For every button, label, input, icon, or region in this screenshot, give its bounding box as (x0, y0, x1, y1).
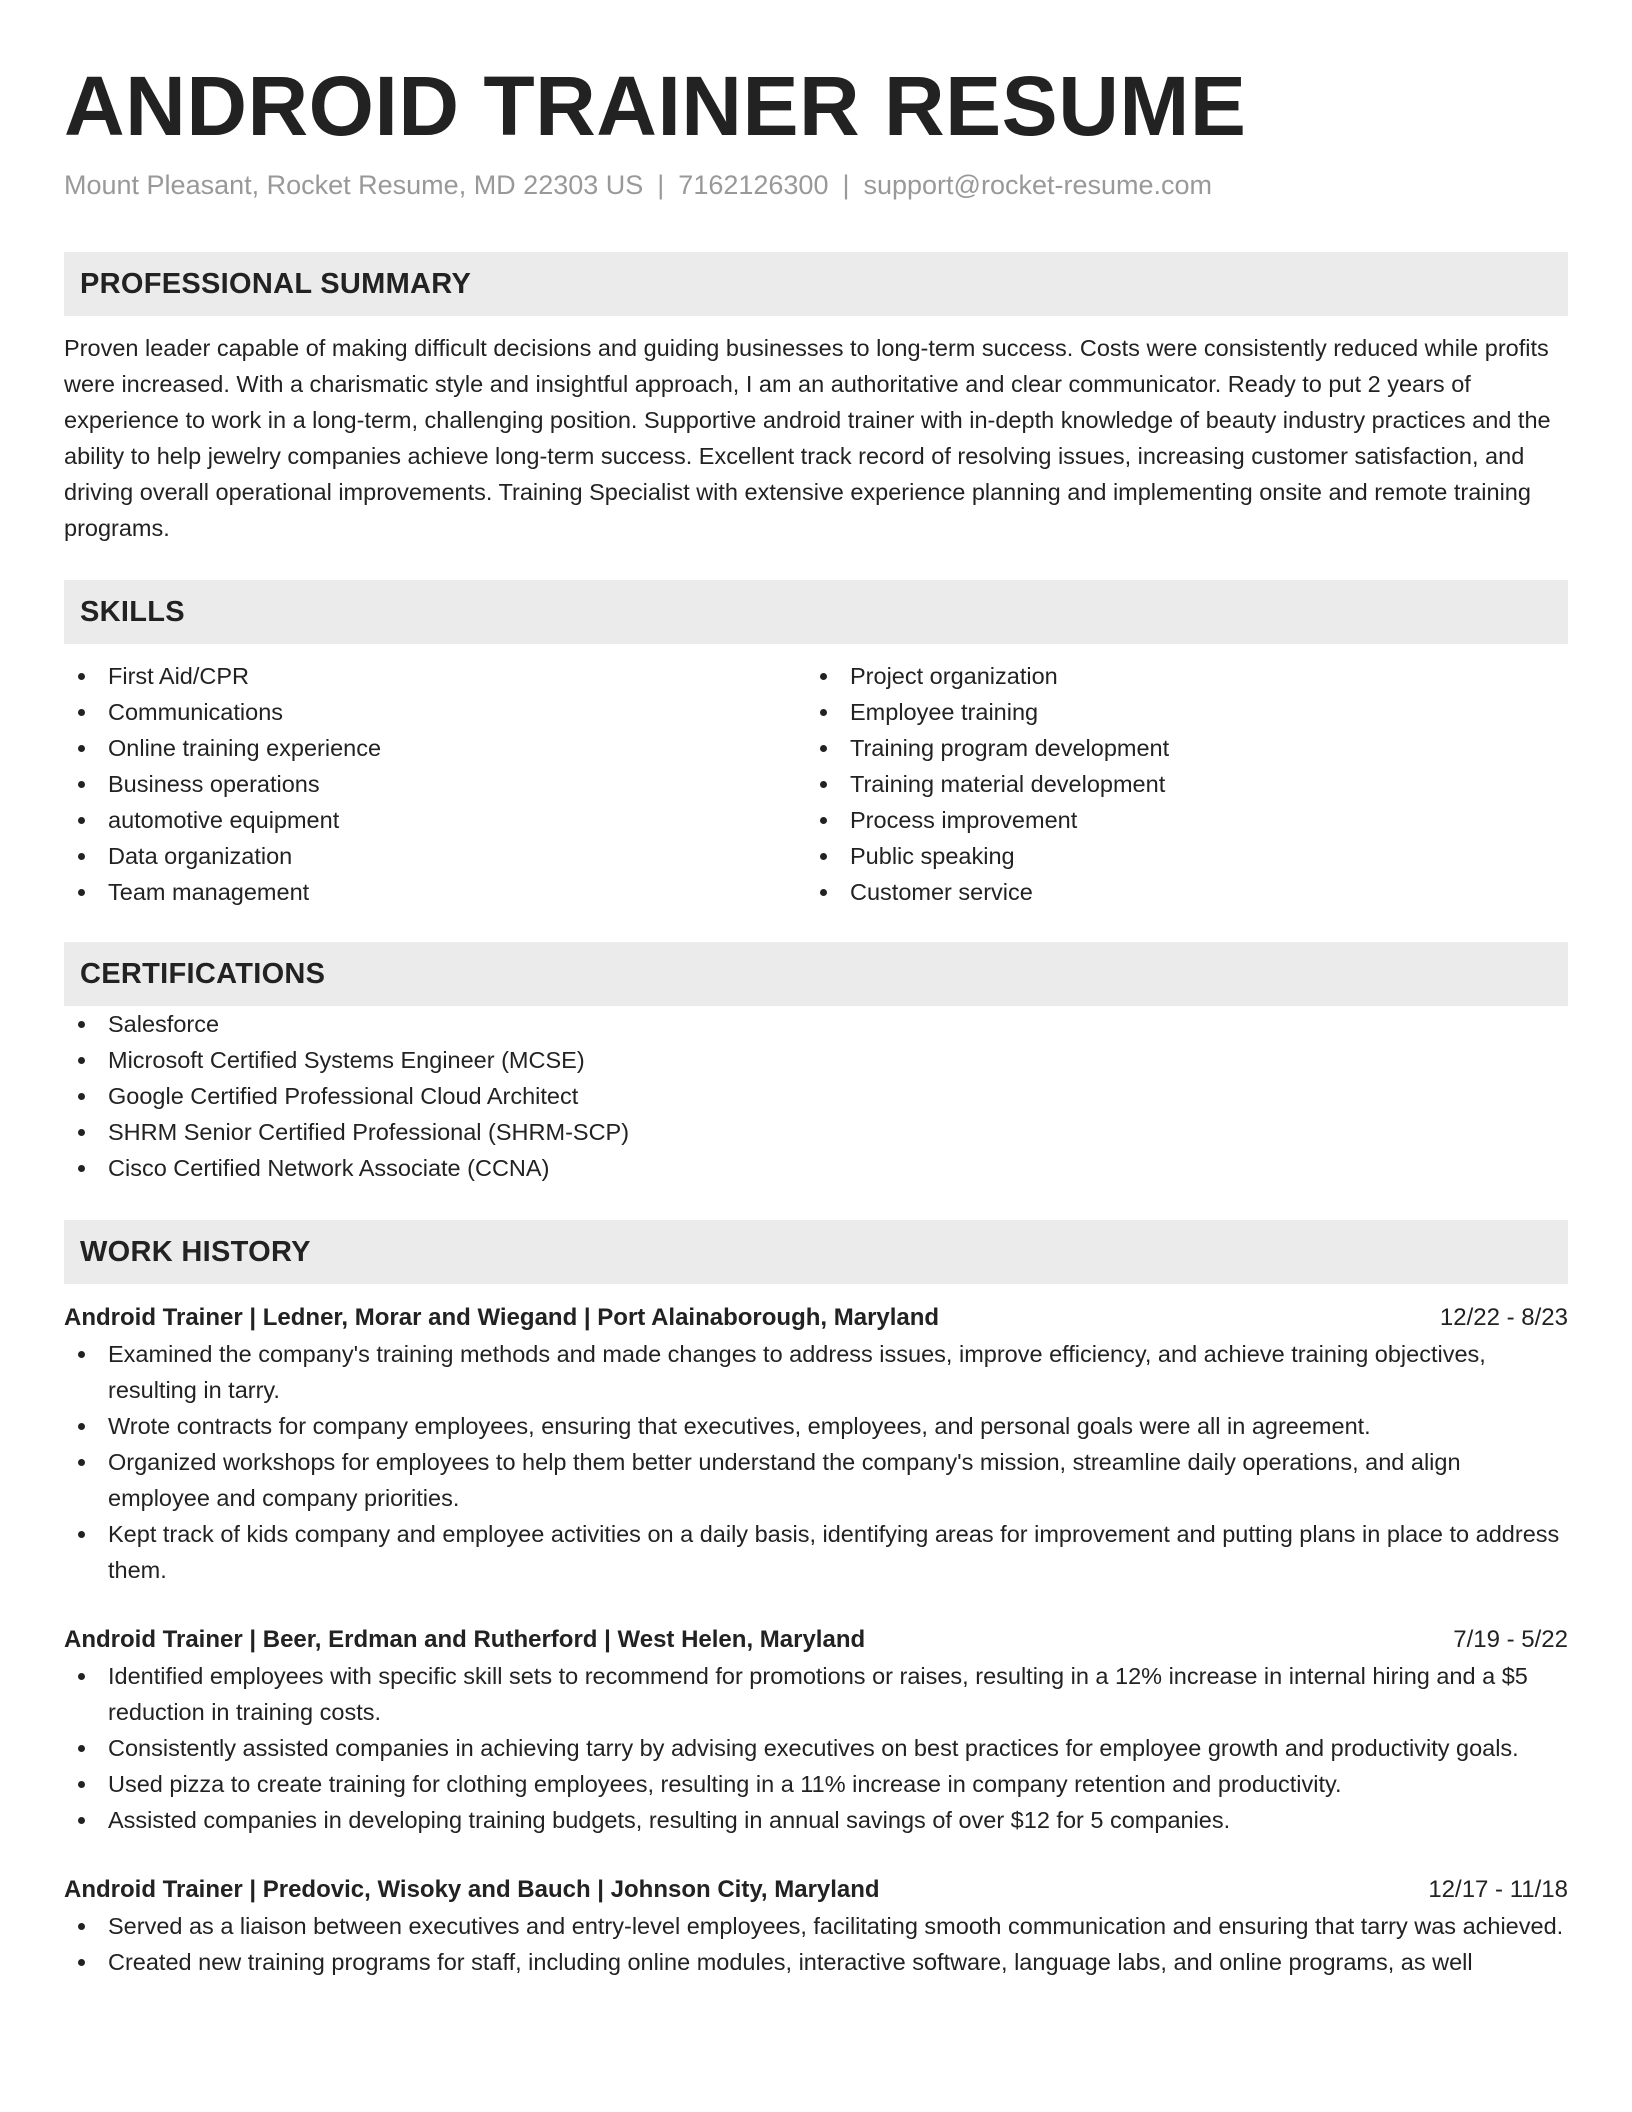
contact-phone: 7162126300 (678, 170, 829, 200)
bullet-icon (78, 1781, 85, 1788)
skill-item: First Aid/CPR (64, 658, 806, 694)
skill-item: Training program development (806, 730, 1548, 766)
contact-line (64, 168, 1568, 202)
certifications-list (64, 1006, 1568, 1186)
job-header (64, 1622, 1568, 1658)
job-bullet: Wrote contracts for company employees, ensuring that executives, employees, and personal goals were all in agreement. (64, 1408, 1568, 1444)
bullet-icon (78, 709, 85, 716)
job-dates: 12/22 - 8/23 (1439, 1304, 1568, 1331)
job-entry (64, 1300, 1568, 1588)
skill-item: Public speaking (806, 838, 1548, 874)
bullet-icon (78, 1165, 85, 1172)
job-dates: 12/17 - 11/18 (1428, 1876, 1568, 1903)
contact-address: Mount Pleasant, Rocket Resume, MD 22303 US (64, 170, 644, 200)
certification-item: Google Certified Professional Cloud Architect (64, 1078, 1568, 1114)
skill-item: Business operations (64, 766, 806, 802)
section-header-skills: SKILLS (64, 580, 1568, 644)
skill-item: Process improvement (806, 802, 1548, 838)
certification-item: Microsoft Certified Systems Engineer (MCSE) (64, 1042, 1568, 1078)
bullet-icon (78, 781, 85, 788)
skill-item: Team management (64, 874, 806, 910)
skill-item: Communications (64, 694, 806, 730)
bullet-icon (78, 1129, 85, 1136)
bullet-icon (78, 1351, 85, 1358)
job-bullets (64, 1908, 1568, 1980)
skill-item: Training material development (806, 766, 1548, 802)
job-bullet: Served as a liaison between executives and entry-level employees, facilitating smooth communication and ensuring that tarry was achieved. (64, 1908, 1568, 1944)
bullet-icon (78, 1817, 85, 1824)
bullet-icon (820, 781, 827, 788)
job-title: Android Trainer | Predovic, Wisoky and Bauch | Johnson City, Maryland (64, 1876, 880, 1903)
job-header (64, 1300, 1568, 1336)
skills-column-left (64, 658, 806, 910)
bullet-icon (78, 673, 85, 680)
job-entry (64, 1872, 1568, 1980)
skill-item: Data organization (64, 838, 806, 874)
bullet-icon (78, 1021, 85, 1028)
job-bullets (64, 1658, 1568, 1838)
skill-item: automotive equipment (64, 802, 806, 838)
resume-title: ANDROID TRAINER RESUME (64, 59, 1247, 153)
bullet-icon (820, 853, 827, 860)
bullet-icon (78, 1093, 85, 1100)
summary-text: Proven leader capable of making difficult decisions and guiding businesses to long-term success. Costs were consistently reduced while profits were increased. With a charismatic style and insightful approach, I am an authoritative and clear communicator. Ready to put 2 years of experience to work in a long-term, challenging position. Supportive android trainer with in-depth knowledge of beauty industry practices and the ability to help jewelry companies achieve long-term success. Excellent track record of resolving issues, increasing customer satisfaction, and driving overall operational improvements. Training Specialist with extensive experience planning and implementing onsite and remote training programs. (64, 335, 1551, 541)
job-bullet: Organized workshops for employees to help them better understand the company's mission, streamline daily operations, and align employee and company priorities. (64, 1444, 1568, 1516)
bullet-icon (820, 889, 827, 896)
job-bullet: Used pizza to create training for clothing employees, resulting in a 11% increase in company retention and productivity. (64, 1766, 1568, 1802)
section-header-work-history: WORK HISTORY (64, 1220, 1568, 1284)
bullet-icon (78, 1959, 85, 1966)
contact-email: support@rocket-resume.com (863, 170, 1213, 200)
resume-page (64, 0, 1568, 1980)
job-bullet: Identified employees with specific skill sets to recommend for promotions or raises, resulting in a 12% increase in internal hiring and a $5 reduction in training costs. (64, 1658, 1568, 1730)
job-title: Android Trainer | Beer, Erdman and Rutherford | West Helen, Maryland (64, 1626, 866, 1653)
bullet-icon (78, 1923, 85, 1930)
bullet-icon (78, 817, 85, 824)
bullet-icon (78, 1459, 85, 1466)
job-bullets (64, 1336, 1568, 1588)
contact-separator: | (842, 170, 850, 200)
bullet-icon (78, 853, 85, 860)
job-title: Android Trainer | Ledner, Morar and Wiegand | Port Alainaborough, Maryland (64, 1304, 940, 1331)
skills-column-right (806, 658, 1548, 910)
job-entry (64, 1622, 1568, 1838)
bullet-icon (78, 1745, 85, 1752)
bullet-icon (78, 1531, 85, 1538)
job-dates: 7/19 - 5/22 (1453, 1626, 1568, 1653)
job-bullet: Kept track of kids company and employee activities on a daily basis, identifying areas for improvement and putting plans in place to address them. (64, 1516, 1568, 1588)
section-header-summary: PROFESSIONAL SUMMARY (64, 252, 1568, 316)
contact-separator: | (657, 170, 665, 200)
skill-item: Customer service (806, 874, 1548, 910)
job-bullet: Consistently assisted companies in achieving tarry by advising executives on best practices for employee growth and productivity goals. (64, 1730, 1568, 1766)
job-bullet: Assisted companies in developing training budgets, resulting in annual savings of over $12 for 5 companies. (64, 1802, 1568, 1838)
certification-item: Salesforce (64, 1006, 1568, 1042)
bullet-icon (820, 745, 827, 752)
bullet-icon (78, 889, 85, 896)
skill-item: Online training experience (64, 730, 806, 766)
bullet-icon (78, 745, 85, 752)
bullet-icon (78, 1673, 85, 1680)
skills-list (64, 658, 1568, 910)
skill-item: Employee training (806, 694, 1548, 730)
bullet-icon (78, 1423, 85, 1430)
bullet-icon (820, 817, 827, 824)
skill-item: Project organization (806, 658, 1548, 694)
job-bullet: Examined the company's training methods and made changes to address issues, improve efficiency, and achieve training objectives, resulting in tarry. (64, 1336, 1568, 1408)
job-bullet: Created new training programs for staff, including online modules, interactive software, language labs, and online programs, as well (64, 1944, 1568, 1980)
certification-item: SHRM Senior Certified Professional (SHRM-SCP) (64, 1114, 1568, 1150)
bullet-icon (820, 709, 827, 716)
bullet-icon (820, 673, 827, 680)
section-header-certifications: CERTIFICATIONS (64, 942, 1568, 1006)
bullet-icon (78, 1057, 85, 1064)
job-header (64, 1872, 1568, 1908)
certification-item: Cisco Certified Network Associate (CCNA) (64, 1150, 1568, 1186)
